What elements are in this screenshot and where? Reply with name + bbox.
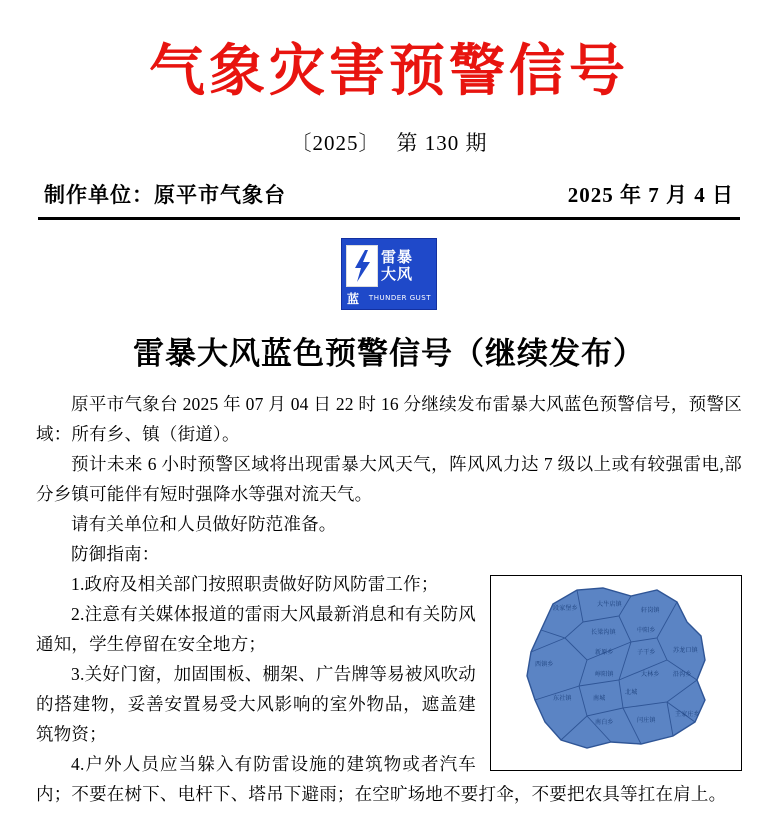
svg-text:王家庄乡: 王家庄乡: [675, 710, 700, 718]
warning-icon-wrap: [36, 238, 742, 310]
svg-text:轩岗镇: 轩岗镇: [641, 606, 660, 614]
lightning-bolt-icon: [346, 245, 378, 287]
svg-text:南白乡: 南白乡: [595, 718, 614, 726]
body-paragraph-1: 原平市气象台 2025 年 07 月 04 日 22 时 16 分继续发布雷暴大风蓝色预警信号，预警区域：所有乡、镇（街道）。: [36, 393, 742, 444]
guide-title: 防御指南：: [71, 543, 160, 564]
guide-item-2: 2.注意有关媒体报道的雷雨大风最新消息和有关防风通知，学生停留在安全地方；: [36, 603, 476, 654]
body-paragraph-3: 请有关单位和人员做好防范准备。: [71, 513, 337, 534]
warning-icon-line2: 大风: [381, 265, 414, 284]
warning-icon-text: [381, 249, 413, 283]
guide-item-1: 1.政府及相关部门按照职责做好防风防雷工作；: [71, 573, 439, 594]
producer-label: 制作单位：原平市气象台: [44, 182, 286, 207]
svg-text:段家堡乡: 段家堡乡: [553, 604, 578, 612]
guide-item-3: 3.关好门窗，加固围板、棚架、广告牌等易被风吹动的搭建物，妥善安置易受大风影响的室外物品，遮盖建筑物资；: [36, 663, 476, 744]
svg-text:大牛店镇: 大牛店镇: [597, 600, 622, 608]
svg-text:北城: 北城: [625, 688, 638, 696]
warning-icon-top: [342, 239, 436, 290]
svg-text:崞阳镇: 崞阳镇: [595, 670, 614, 678]
warning-icon-bottom: [342, 290, 436, 309]
issue-line: [36, 127, 742, 157]
warning-icon-line1: 雷暴: [381, 248, 414, 267]
headline: 雷暴大风蓝色预警信号（继续发布）: [133, 335, 645, 372]
svg-text:西镇乡: 西镇乡: [535, 660, 554, 668]
issue-number: 第 130 期: [396, 130, 488, 155]
svg-text:大林乡: 大林乡: [641, 670, 660, 678]
thunder-gust-warning-icon: [341, 238, 437, 310]
svg-text:新原乡: 新原乡: [595, 648, 614, 656]
svg-text:南城: 南城: [593, 694, 606, 702]
svg-text:中阳乡: 中阳乡: [637, 626, 656, 634]
body-text: [36, 389, 742, 809]
document-page: [0, 38, 778, 823]
issue-year: 〔2025〕: [290, 130, 381, 155]
svg-text:长梁沟镇: 长梁沟镇: [591, 628, 616, 636]
svg-text:沿沟乡: 沿沟乡: [673, 670, 692, 678]
svg-text:苏龙口镇: 苏龙口镇: [673, 646, 698, 654]
meta-row: [36, 179, 742, 217]
page-title: 气象灾害预警信号: [149, 38, 629, 104]
header-divider: [38, 217, 740, 220]
body-paragraph-2: 预计未来 6 小时预警区域将出现雷暴大风天气，阵风风力达 7 级以上或有较强雷电,部分乡镇可能伴有短时强降水等强对流天气。: [36, 453, 742, 504]
warning-level-label: 蓝: [347, 291, 360, 306]
svg-text:东社镇: 东社镇: [553, 694, 572, 702]
warning-icon-english: THUNDER GUST: [368, 294, 431, 303]
svg-text:闫庄镇: 闫庄镇: [637, 716, 656, 724]
guide-item-4: 4.户外人员应当躲入有防雷设施的建筑物或者汽车内；不要在树下、电杆下、塔吊下避雨；在空旷场地不要打伞，不要把农具等扛在肩上。: [36, 753, 727, 804]
district-map: [490, 575, 742, 771]
svg-text:子干乡: 子干乡: [637, 648, 656, 656]
issue-date: 2025 年 7 月 4 日: [567, 182, 734, 207]
